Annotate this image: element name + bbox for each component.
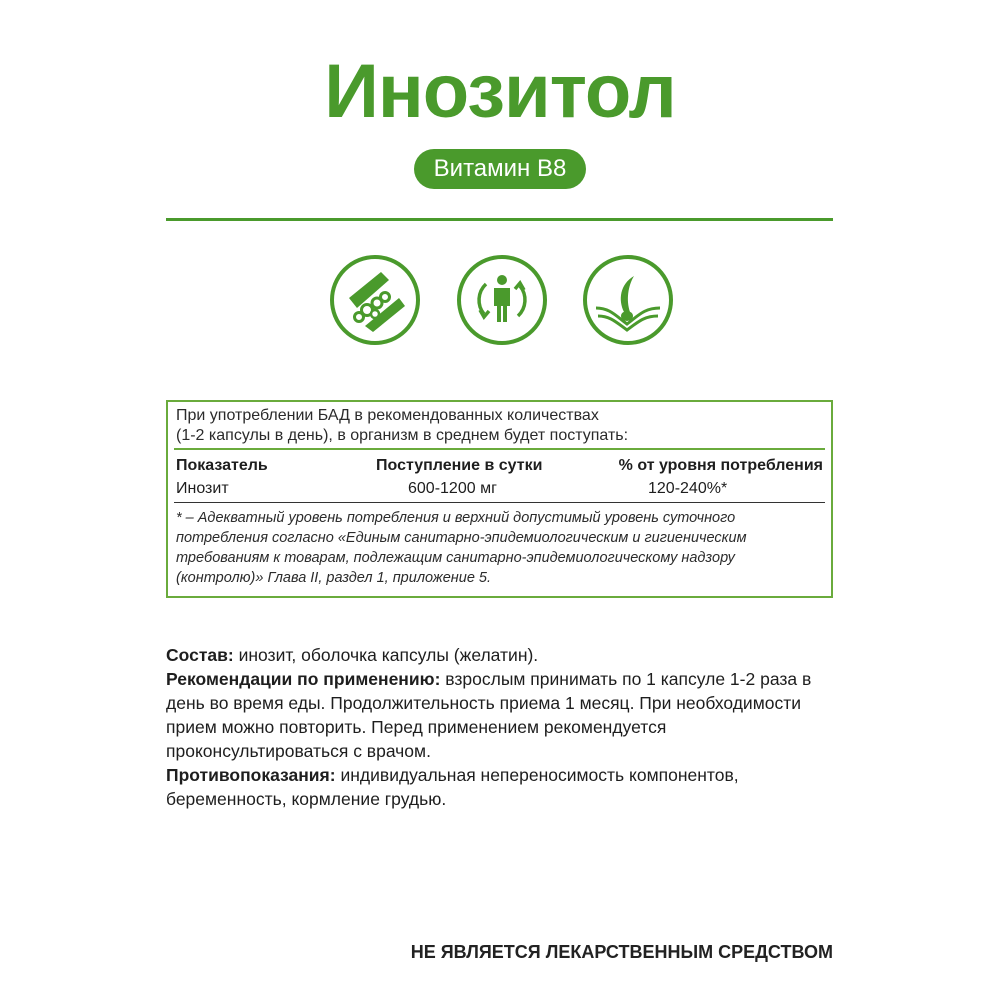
divider — [166, 218, 833, 221]
header-percent: % от уровня потребления — [618, 457, 823, 474]
table-bottom-line — [174, 502, 825, 503]
contra-text: индивидуальная непереносимость компонентов, беременность, кормление грудью. — [166, 765, 739, 809]
row-daily-intake: 600-1200 мг — [408, 480, 497, 497]
product-title: Инозитол — [324, 49, 676, 134]
composition — [166, 643, 846, 667]
usage-label: Рекомендации по применению: — [166, 669, 441, 689]
disclaimer: НЕ ЯВЛЯЕТСЯ ЛЕКАРСТВЕННЫМ СРЕДСТВОМ — [410, 942, 833, 962]
row-indicator: Инозит — [176, 480, 229, 497]
footnote: * – Адекватный уровень потребления и верхний допустимый уровень суточного потребления согласно «Единым санитарно-эпидемиологическим и гигиеническим требованиям к товарам, подлежащим санитарно-эпидемиологическому надзору (контролю)» Глава II, раздел 1, приложение 5. — [176, 510, 747, 586]
row-percent: 120-240%* — [648, 480, 728, 497]
hair-follicle-icon — [582, 254, 674, 346]
contraindications — [166, 763, 846, 811]
metabolism-person-icon — [456, 254, 548, 346]
intro-line: (1-2 капсулы в день), в организм в среднем будет поступать: — [176, 427, 629, 444]
product-details — [166, 643, 846, 811]
composition-text: инозит, оболочка капсулы (желатин). — [233, 645, 539, 665]
usage — [166, 667, 846, 763]
vitamin-badge: Витамин В8 — [414, 149, 586, 189]
header-indicator: Показатель — [176, 457, 268, 474]
header-daily-intake: Поступление в сутки — [376, 457, 543, 474]
intake-table — [166, 400, 833, 598]
composition-label: Состав: — [166, 645, 234, 665]
table-divider — [174, 448, 825, 450]
usage-text: взрослым принимать по 1 капсуле 1-2 раза в день во время еды. Продолжительность приема 1 месяц. При необходимости прием можно повторить. Перед применением рекомендуется проконсультироваться с врачом. — [166, 669, 812, 761]
contra-label: Противопоказания: — [166, 765, 336, 785]
intake-intro — [176, 406, 628, 446]
intro-line: При употреблении БАД в рекомендованных количествах — [176, 407, 599, 424]
blood-vessel-icon — [329, 254, 421, 346]
